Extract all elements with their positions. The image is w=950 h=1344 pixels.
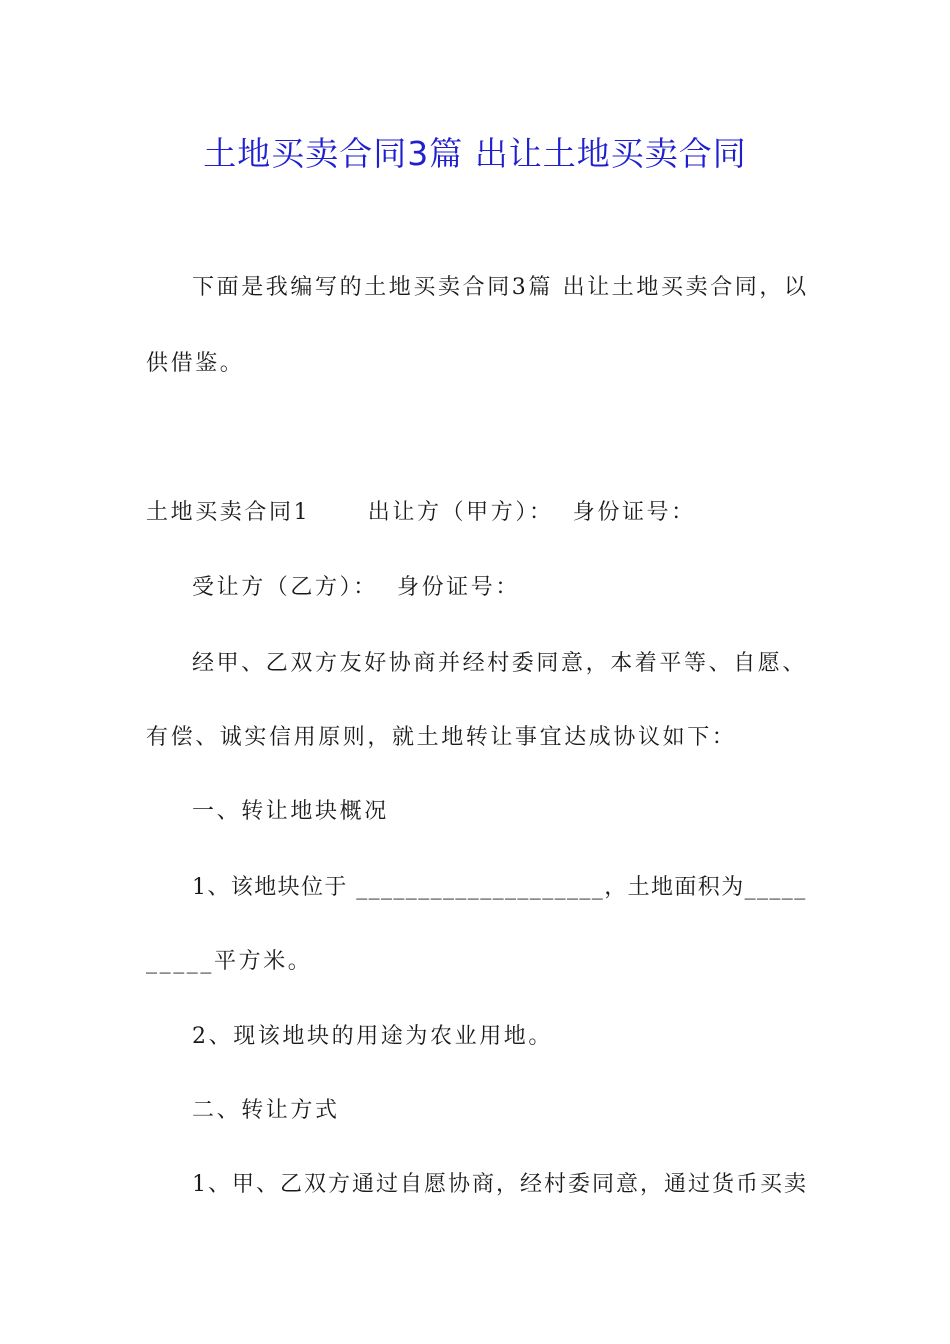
agreement-line-1: 经甲、乙双方友好协商并经村委同意，本着平等、自愿、 (192, 651, 808, 676)
intro-line-2: 供借鉴。 (146, 351, 245, 376)
clause-1-1-line-1: 1、该地块位于 ____________________，土地面积为_____ (192, 875, 807, 900)
clause-2-1-line-1: 1、甲、乙双方通过自愿协商，经村委同意，通过货币买卖 (192, 1172, 808, 1197)
section-2-heading: 二、转让方式 (192, 1098, 340, 1123)
agreement-line-2: 有偿、诚实信用原则，就土地转让事宜达成协议如下： (146, 725, 737, 750)
intro-line-1: 下面是我编写的土地买卖合同3篇 出让土地买卖合同，以 (192, 275, 809, 300)
clause-1-1-line-2: _____平方米。 (146, 949, 313, 974)
contract-heading-line: 土地买卖合同1 出让方（甲方）： 身份证号： (146, 500, 696, 525)
transferee-line: 受让方（乙方）： 身份证号： (192, 575, 520, 600)
section-1-heading: 一、转让地块概况 (192, 799, 389, 824)
document-title: 土地买卖合同3篇 出让土地买卖合同 (203, 134, 747, 173)
clause-1-2: 2、现该地块的用途为农业用地。 (192, 1024, 553, 1049)
